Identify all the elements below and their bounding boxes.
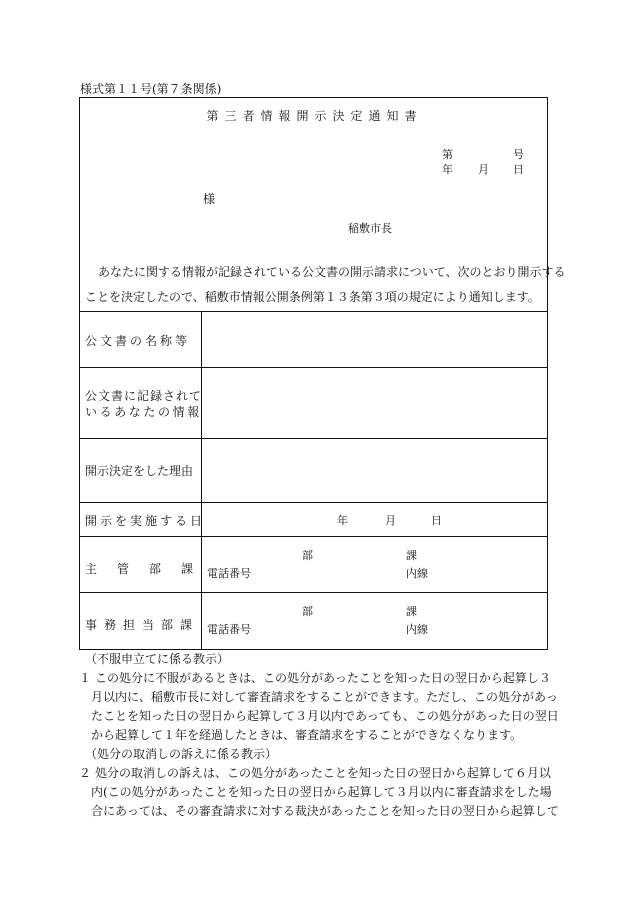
body-line-1: あなたに関する情報が記録されている公文書の開示請求について、次のとおり開示する: [98, 265, 566, 279]
implementation-year: 年: [337, 514, 348, 527]
office-dept-ka: 課: [406, 605, 417, 618]
row-recorded-info-label-2: いるあなたの情報: [85, 405, 202, 419]
date-year: 年: [442, 163, 453, 176]
row-recorded-info-label-1: 公文書に記録されて: [85, 389, 203, 403]
lawsuit-notice-heading: （処分の取消しの訴えに係る教示）: [85, 747, 278, 761]
table-rule-4: [79, 536, 548, 537]
row-document-name-label: 公文書の名称等: [85, 334, 191, 348]
form-number-label: 様式第１１号(第７条関係): [80, 82, 222, 96]
implementation-month: 月: [385, 514, 396, 527]
note-item-1-number: １: [79, 671, 92, 685]
recorded-info-field[interactable]: [203, 368, 547, 438]
document-name-field[interactable]: [203, 312, 547, 367]
document-title-text: 第三者情報開示決定通知書: [206, 109, 423, 123]
table-rule-3: [79, 502, 548, 503]
office-dept-bu: 部: [302, 605, 313, 618]
note-item-2-number: ２: [79, 766, 92, 780]
number-prefix: 第: [442, 148, 453, 161]
appeal-notice-heading: （不服申立てに係る教示）: [85, 652, 230, 666]
date-month: 月: [478, 163, 489, 176]
implementation-day: 日: [431, 514, 442, 527]
number-suffix: 号: [513, 148, 524, 161]
note-item-2-line: 処分の取消しの訴えは、この処分があったことを知った日の翌日から起算して６月以: [95, 766, 551, 780]
note-item-1-line: 月以内に、稲敷市長に対して審査請求をすることができます。ただし、この処分があっ: [91, 690, 558, 704]
row-reason-label: 開示決定をした理由: [85, 464, 194, 478]
table-column-divider: [201, 311, 202, 650]
note-item-1-line: から起算して１年を経過したときは、審査請求をすることができなくなります。: [91, 728, 523, 742]
managing-dept-bu: 部: [302, 549, 313, 562]
managing-phone-label: 電話番号: [207, 567, 251, 580]
document-title: [80, 107, 549, 124]
notice-form-frame: [79, 97, 566, 650]
note-item-2-line: 合にあっては、その審査請求に対する裁決があったことを知った日の翌日から起算して: [91, 804, 559, 818]
managing-extension-label: 内線: [406, 567, 428, 580]
managing-dept-ka: 課: [406, 549, 417, 562]
table-rule-5: [79, 592, 548, 593]
office-phone-label: 電話番号: [207, 623, 251, 636]
issuer-name: 稲敷市長: [348, 222, 392, 235]
note-item-2: [79, 764, 559, 821]
row-implementation-date-label: 開示を実施する日: [85, 514, 206, 528]
reason-field[interactable]: [203, 439, 547, 502]
body-line-2: ことを決定したので、稲敷市情報公開条例第１３条第３項の規定により通知します。: [85, 290, 540, 304]
note-item-1: [79, 669, 559, 745]
row-managing-dept-label: 主管部課: [85, 562, 214, 576]
row-office-dept-label: 事務担当部課: [85, 618, 200, 632]
office-extension-label: 内線: [406, 623, 428, 636]
addressee-suffix: 様: [203, 192, 216, 206]
note-item-2-line: 内(この処分があったことを知った日の翌日から起算して３月以内に審査請求をした場: [91, 785, 552, 799]
note-item-1-line: たことを知った日の翌日から起算して３月以内であっても、この処分があった日の翌日: [91, 709, 559, 723]
date-day: 日: [513, 163, 524, 176]
note-item-1-line: この処分に不服があるときは、この処分があったことを知った日の翌日から起算し３: [95, 671, 551, 685]
